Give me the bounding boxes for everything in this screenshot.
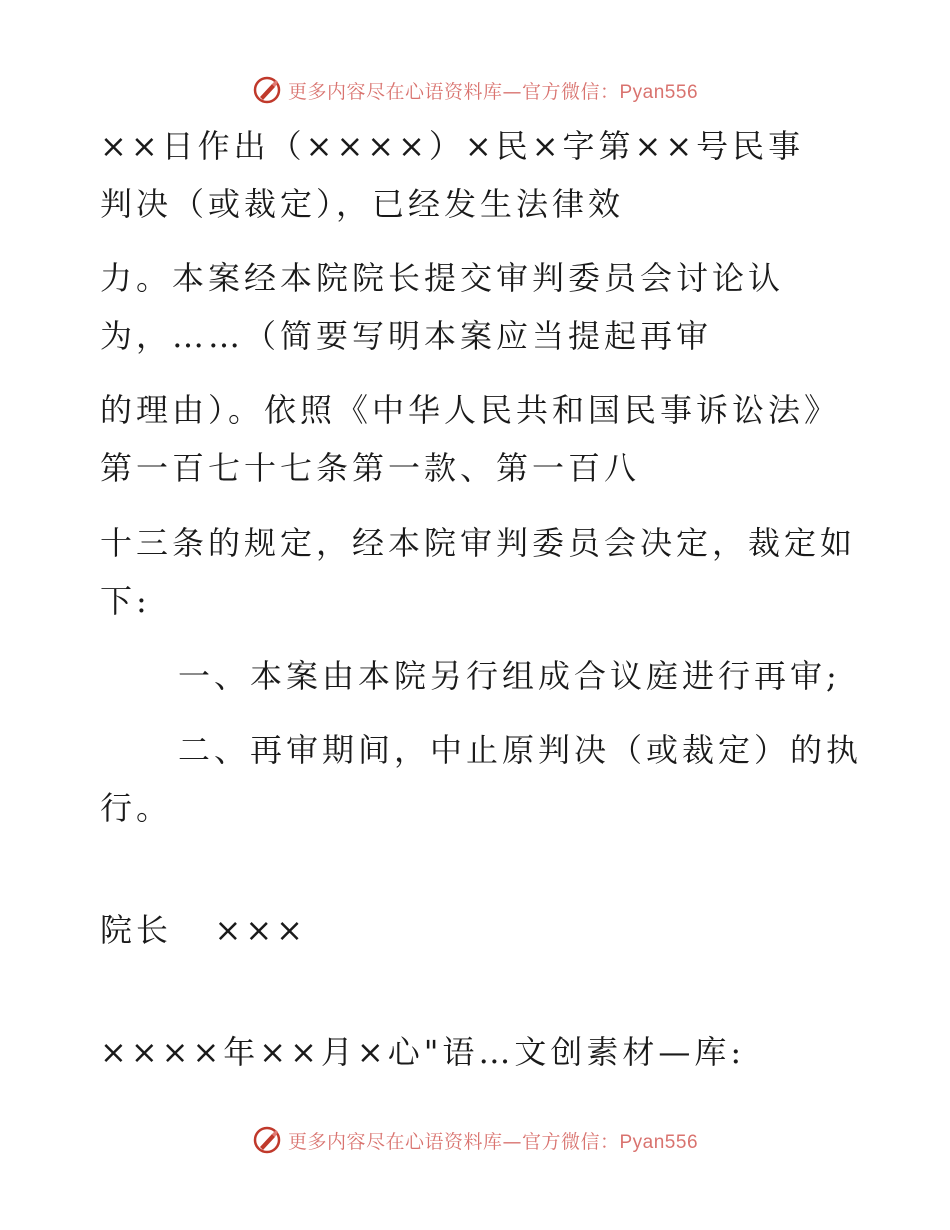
text-line-3: 力。本案经本院院长提交审判委员会讨论认	[100, 259, 785, 297]
footer-watermark-text: 更多内容尽在心语资料库—官方微信：Pyan556	[287, 1130, 699, 1153]
signature-line: 院长 ×××	[100, 911, 307, 949]
text-line-5: 的理由）。依照《中华人民共和国民事诉讼法》	[100, 391, 841, 429]
pen-logo-icon	[252, 75, 282, 105]
text-line-8: 下:	[100, 582, 151, 620]
text-line-1: ××日作出（××××）×民×字第××号民事	[100, 127, 805, 165]
text-line-7: 十三条的规定，经本院审判委员会决定，裁定如	[100, 524, 857, 562]
text-line-9: 一、本案由本院另行组成合议庭进行再审;	[178, 657, 841, 695]
header-watermark-text: 更多内容尽在心语资料库—官方微信：Pyan556	[287, 80, 699, 103]
text-line-4: 为，……（简要写明本案应当提起再审	[100, 317, 713, 355]
pen-logo-icon	[252, 1125, 282, 1155]
date-line: ××××年××月×心"语…文创素材—库:	[100, 1033, 746, 1071]
text-line-10: 二、再审期间，中止原判决（或裁定）的执	[178, 731, 863, 769]
text-line-6: 第一百七十七条第一款、第一百八	[100, 449, 641, 487]
footer-watermark	[0, 1120, 950, 1160]
header-watermark	[0, 70, 950, 110]
text-line-2: 判决（或裁定），已经发生法律效	[100, 185, 625, 223]
text-line-11: 行。	[100, 789, 173, 827]
